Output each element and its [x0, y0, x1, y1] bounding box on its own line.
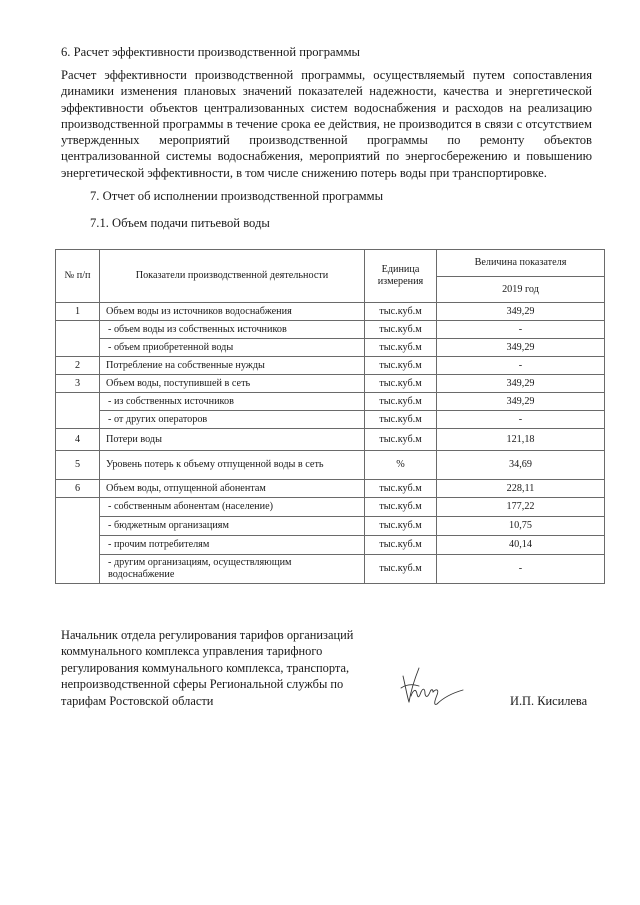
row-name: - от других операторов — [100, 411, 365, 429]
row-num: 2 — [56, 357, 100, 375]
row-name: Объем воды, отпущенной абонентам — [100, 480, 365, 498]
row-value: 349,29 — [437, 375, 605, 393]
row-num — [56, 393, 100, 429]
row-value: 228,11 — [437, 480, 605, 498]
header-year: 2019 год — [437, 277, 605, 303]
row-unit: тыс.куб.м — [365, 555, 437, 584]
header-name: Показатели производственной деятельности — [100, 250, 365, 303]
table-row — [56, 517, 605, 536]
table-row — [56, 339, 605, 357]
row-value: 177,22 — [437, 498, 605, 517]
table-row — [56, 536, 605, 555]
position-line: коммунального комплекса управления тарифного — [61, 644, 323, 659]
row-num: 3 — [56, 375, 100, 393]
row-num: 6 — [56, 480, 100, 498]
row-num: 4 — [56, 429, 100, 451]
table-row — [56, 393, 605, 411]
row-unit: тыс.куб.м — [365, 498, 437, 517]
row-value: 10,75 — [437, 517, 605, 536]
table-row — [56, 357, 605, 375]
header-value-group: Величина показателя — [437, 250, 605, 277]
table-row — [56, 498, 605, 517]
table-row — [56, 303, 605, 321]
row-unit: тыс.куб.м — [365, 517, 437, 536]
row-name: Уровень потерь к объему отпущенной воды в сеть — [100, 451, 365, 480]
row-num — [56, 321, 100, 357]
row-value: 349,29 — [437, 303, 605, 321]
row-value: - — [437, 411, 605, 429]
signatory-position — [61, 627, 391, 709]
row-name: - объем приобретенной воды — [100, 339, 365, 357]
handwritten-signature-icon — [397, 662, 467, 710]
section-7-1-heading: 7.1. Объем подачи питьевой воды — [90, 216, 270, 230]
row-unit: тыс.куб.м — [365, 303, 437, 321]
row-name: Объем воды, поступившей в сеть — [100, 375, 365, 393]
row-value: - — [437, 357, 605, 375]
row-unit: тыс.куб.м — [365, 375, 437, 393]
row-unit: тыс.куб.м — [365, 411, 437, 429]
row-unit: тыс.куб.м — [365, 480, 437, 498]
header-unit: Единица измерения — [365, 250, 437, 303]
row-value: 40,14 — [437, 536, 605, 555]
row-name: - собственным абонентам (население) — [100, 498, 365, 517]
row-value: 34,69 — [437, 451, 605, 480]
section-6-heading: 6. Расчет эффективности производственной программы — [61, 45, 360, 59]
table-row — [56, 480, 605, 498]
row-unit: тыс.куб.м — [365, 321, 437, 339]
row-unit: тыс.куб.м — [365, 357, 437, 375]
table-row — [56, 555, 605, 584]
section-7-heading: 7. Отчет об исполнении производственной программы — [90, 189, 384, 203]
position-line: непроизводственной сферы Региональной службы по — [61, 677, 344, 692]
table-row — [56, 375, 605, 393]
table-row — [56, 411, 605, 429]
table-row — [56, 451, 605, 480]
row-name: Потери воды — [100, 429, 365, 451]
position-line: Начальник отдела регулирования тарифов организаций — [61, 628, 354, 642]
row-name: - другим организациям, осуществляющим водоснабжение — [100, 555, 365, 584]
row-num: 1 — [56, 303, 100, 321]
row-unit: тыс.куб.м — [365, 536, 437, 555]
row-value: - — [437, 321, 605, 339]
position-line: тарифам Ростовской области — [61, 693, 214, 708]
row-unit: тыс.куб.м — [365, 393, 437, 411]
row-value: 349,29 — [437, 339, 605, 357]
row-name: - бюджетным организациям — [100, 517, 365, 536]
row-name: Объем воды из источников водоснабжения — [100, 303, 365, 321]
signatory-name: И.П. Кисилева — [510, 694, 588, 708]
row-name: - прочим потребителям — [100, 536, 365, 555]
row-value: 349,29 — [437, 393, 605, 411]
row-num: 5 — [56, 451, 100, 480]
table-row — [56, 321, 605, 339]
row-unit: тыс.куб.м — [365, 429, 437, 451]
position-line: регулирования коммунального комплекса, транспорта, — [61, 660, 350, 675]
water-supply-table — [55, 249, 605, 584]
row-name: Потребление на собственные нужды — [100, 357, 365, 375]
row-value: - — [437, 555, 605, 584]
row-value: 121,18 — [437, 429, 605, 451]
table-row — [56, 429, 605, 451]
section-6-paragraph: Расчет эффективности производственной программы, осуществляемый путем сопоставления динамики изменения плановых значений показателей надежности, качества и энергетической эффективности объектов централизованных систем водоснабжения и расходов на реализацию производственной программы в течение срока ее действия, не производится в связи с отсутствием утвержденных мероприятий производственной программы по ремонту объектов централизованной системы водоснабжения, мероприятий по энергосбережению и повышению энергетической эффективности, в том числе снижению потерь воды при транспортировке. — [61, 68, 592, 180]
row-name: - из собственных источников — [100, 393, 365, 411]
row-num — [56, 498, 100, 584]
row-name: - объем воды из собственных источников — [100, 321, 365, 339]
row-unit: тыс.куб.м — [365, 339, 437, 357]
header-num: № п/п — [56, 250, 100, 303]
row-unit: % — [365, 451, 437, 480]
